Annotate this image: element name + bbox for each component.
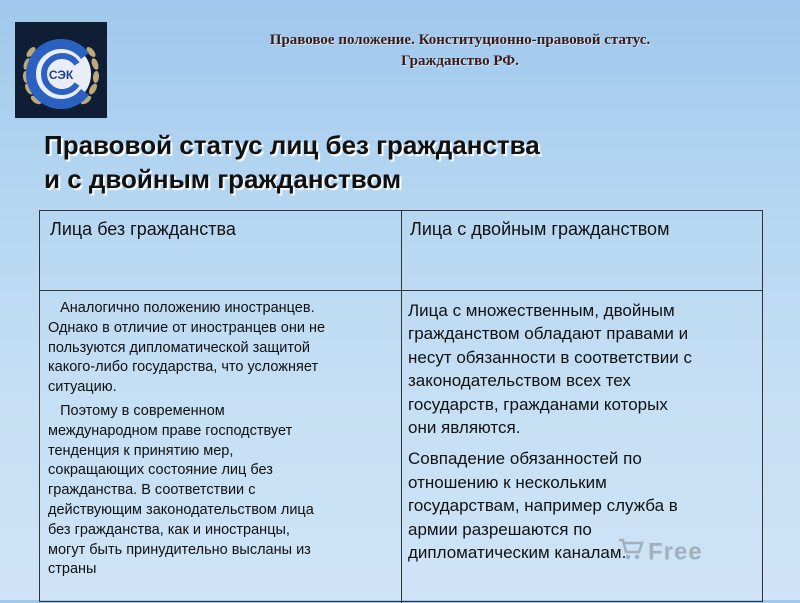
text-line: несут обязанности в соответствии с bbox=[408, 347, 692, 367]
subtitle-line: Гражданство РФ. bbox=[401, 53, 519, 69]
text-line: международном праве господствует bbox=[48, 422, 293, 439]
text-line: действующим законодательством лица bbox=[48, 501, 314, 518]
logo-text: СЭК bbox=[48, 68, 74, 82]
text-line: какого-либо государства, что усложняет bbox=[48, 359, 319, 376]
paragraph bbox=[48, 299, 388, 398]
table-header-stateless bbox=[40, 211, 402, 291]
text-line: Лица с множественным, двойным bbox=[408, 301, 675, 320]
text-line: отношению к нескольким bbox=[408, 472, 607, 492]
text-line: страны bbox=[48, 561, 97, 578]
logo bbox=[15, 22, 107, 118]
watermark bbox=[618, 537, 768, 573]
text-line: пользуются дипломатической защитой bbox=[48, 339, 311, 356]
watermark-text: Free bbox=[648, 538, 703, 566]
text-line: дипломатическим каналам. bbox=[408, 543, 627, 563]
text-line: законодательством всех тех bbox=[408, 371, 631, 391]
text-line: могут быть принудительно высланы из bbox=[48, 541, 311, 558]
text-line: государств, гражданами которых bbox=[408, 394, 668, 414]
cell-text bbox=[48, 299, 388, 580]
header-label: Лица с двойным гражданством bbox=[410, 219, 670, 239]
title-line: и с двойным гражданством bbox=[44, 164, 402, 194]
slide-subtitle bbox=[160, 30, 760, 72]
cart-icon bbox=[618, 537, 644, 568]
text-line: Аналогично положению иностранцев. bbox=[48, 300, 315, 316]
subtitle-line: Правовое положение. Конституционно-правовой статус. bbox=[269, 32, 651, 48]
laurel-wreath-emblem-icon bbox=[15, 22, 107, 118]
text-line: государствам, например служба в bbox=[408, 496, 678, 516]
title-line: Правовой статус лиц без гражданства bbox=[44, 130, 540, 160]
text-line: армии разрешаются по bbox=[408, 519, 592, 539]
text-line: Совпадение обязанностей по bbox=[408, 449, 642, 469]
text-line: Поэтому в современном bbox=[48, 402, 225, 419]
cell-text bbox=[408, 299, 756, 564]
text-line: тенденция к принятию мер, bbox=[48, 442, 234, 459]
text-line: они являются. bbox=[408, 418, 521, 438]
table-header-dual-citizenship bbox=[402, 211, 762, 291]
paragraph bbox=[408, 299, 756, 439]
text-line: ситуацию. bbox=[48, 379, 117, 396]
header-label: Лица без гражданства bbox=[50, 219, 236, 239]
text-line: гражданства. В соответствии с bbox=[48, 482, 256, 499]
slide-title bbox=[44, 128, 764, 196]
table-cell-stateless bbox=[40, 291, 402, 603]
text-line: без гражданства, как и иностранцы, bbox=[48, 521, 290, 538]
text-line: Однако в отличие от иностранцев они не bbox=[48, 319, 326, 336]
text-line: сокращающих состояние лиц без bbox=[48, 462, 273, 479]
paragraph bbox=[48, 402, 388, 580]
text-line: гражданством обладают правами и bbox=[408, 324, 689, 344]
